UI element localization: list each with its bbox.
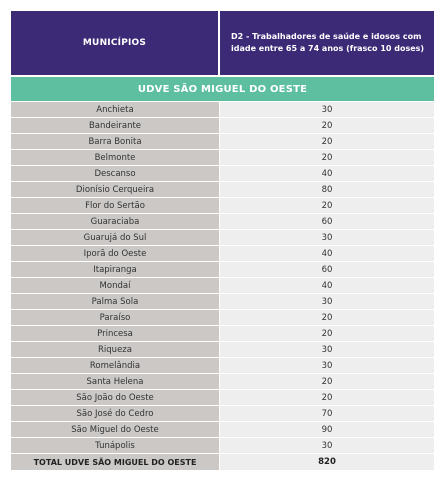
table-row (11, 246, 434, 261)
table-row (11, 262, 434, 277)
table-row (11, 182, 434, 197)
doses-cell: 30 (220, 438, 434, 453)
doses-cell: 30 (220, 102, 434, 117)
municipio-cell: Anchieta (11, 102, 219, 117)
municipio-cell: Riqueza (11, 342, 219, 357)
doses-cell: 30 (220, 294, 434, 309)
doses-cell: 20 (220, 390, 434, 405)
vaccine-distribution-table (11, 11, 434, 470)
table-row (11, 390, 434, 405)
municipio-cell: Santa Helena (11, 374, 219, 389)
municipio-cell: Guaraciaba (11, 214, 219, 229)
doses-cell: 20 (220, 150, 434, 165)
municipio-cell: São Miguel do Oeste (11, 422, 219, 437)
doses-cell: 20 (220, 374, 434, 389)
table-row (11, 310, 434, 325)
doses-cell: 30 (220, 342, 434, 357)
total-row (11, 454, 434, 470)
municipio-cell: Descanso (11, 166, 219, 181)
doses-cell: 20 (220, 198, 434, 213)
table-row (11, 150, 434, 165)
municipio-cell: São João do Oeste (11, 390, 219, 405)
municipio-cell: Flor do Sertão (11, 198, 219, 213)
region-title: UDVE SÃO MIGUEL DO OESTE (11, 77, 434, 101)
table-body (11, 102, 434, 453)
table-row (11, 198, 434, 213)
table-row (11, 358, 434, 373)
table-row (11, 294, 434, 309)
municipio-cell: Dionísio Cerqueira (11, 182, 219, 197)
doses-cell: 60 (220, 262, 434, 277)
doses-cell: 80 (220, 182, 434, 197)
table-row (11, 278, 434, 293)
header-doses: D2 - Trabalhadores de saúde e idosos com idade entre 65 a 74 anos (frasco 10 doses) (231, 32, 425, 53)
municipio-cell: Paraíso (11, 310, 219, 325)
doses-cell: 60 (220, 214, 434, 229)
doses-cell: 20 (220, 326, 434, 341)
table-row (11, 422, 434, 437)
doses-cell: 30 (220, 230, 434, 245)
table-row (11, 342, 434, 357)
doses-cell: 30 (220, 358, 434, 373)
municipio-cell: Itapiranga (11, 262, 219, 277)
table-row (11, 134, 434, 149)
doses-cell: 20 (220, 134, 434, 149)
total-value: 820 (220, 454, 434, 470)
municipio-cell: Bandeirante (11, 118, 219, 133)
municipio-cell: Guarujá do Sul (11, 230, 219, 245)
doses-cell: 20 (220, 118, 434, 133)
municipio-cell: Princesa (11, 326, 219, 341)
municipio-cell: Iporã do Oeste (11, 246, 219, 261)
doses-cell: 40 (220, 166, 434, 181)
table-row (11, 230, 434, 245)
table-row (11, 326, 434, 341)
doses-cell: 70 (220, 406, 434, 421)
table-row (11, 438, 434, 453)
doses-cell: 90 (220, 422, 434, 437)
municipio-cell: Barra Bonita (11, 134, 219, 149)
municipio-cell: Tunápolis (11, 438, 219, 453)
table-row (11, 102, 434, 117)
table-row (11, 406, 434, 421)
table-header (11, 11, 434, 75)
doses-cell: 40 (220, 278, 434, 293)
municipio-cell: São José do Cedro (11, 406, 219, 421)
municipio-cell: Mondaí (11, 278, 219, 293)
doses-cell: 20 (220, 310, 434, 325)
municipio-cell: Palma Sola (11, 294, 219, 309)
table-row (11, 214, 434, 229)
doses-cell: 40 (220, 246, 434, 261)
table-row (11, 118, 434, 133)
table-row (11, 166, 434, 181)
table-row (11, 374, 434, 389)
total-label: TOTAL UDVE SÃO MIGUEL DO OESTE (11, 454, 219, 470)
municipio-cell: Romelândia (11, 358, 219, 373)
header-municipios: MUNICÍPIOS (82, 38, 147, 48)
municipio-cell: Belmonte (11, 150, 219, 165)
